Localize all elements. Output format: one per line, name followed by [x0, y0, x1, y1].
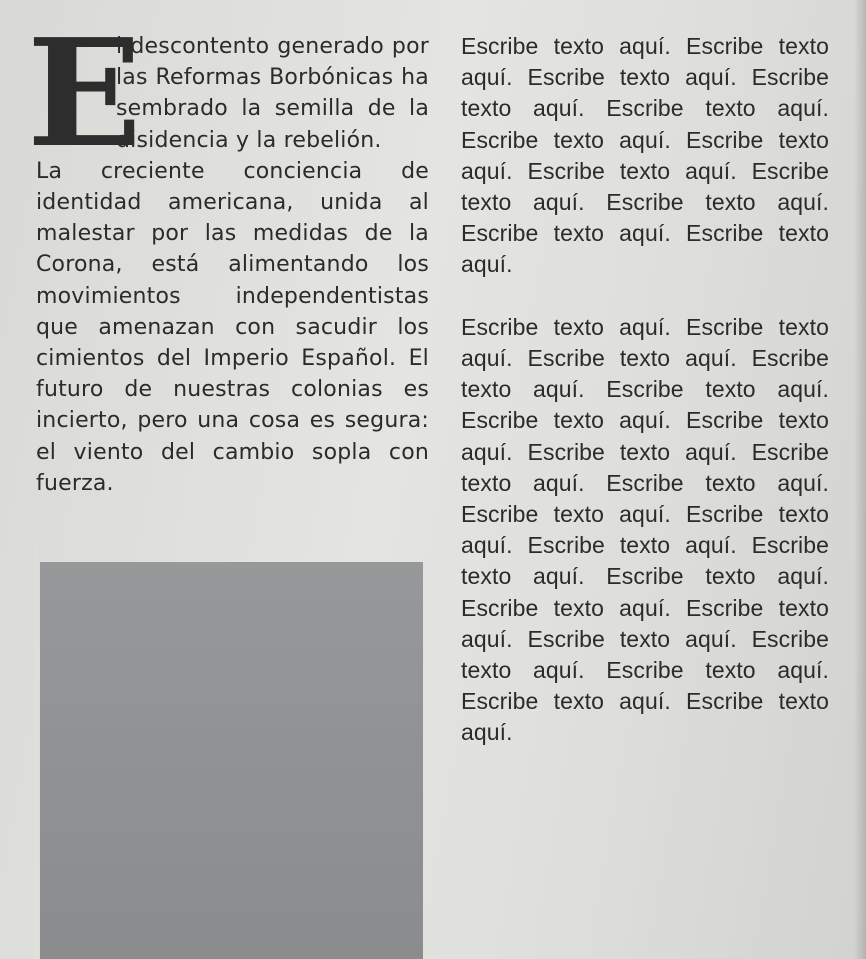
- drop-cap-letter: E: [26, 6, 143, 180]
- page-edge-shadow: [854, 0, 866, 959]
- right-text-column: [461, 31, 829, 749]
- placeholder-text-block[interactable]: Escribe texto aquí. Escribe texto aquí. Escribe texto aquí. Escribe texto aquí. Escribe texto aquí. Escribe texto aquí. Escribe texto aquí. Escribe texto aquí. Escribe texto aquí. Escribe texto aquí. Escribe texto aquí. Escribe texto aquí. Escribe texto aquí. Escribe texto aquí. Escribe texto aquí. Escribe texto aquí. Escribe texto aquí. Escribe texto aquí. Escribe texto aquí. Escribe texto aquí. Escribe texto aquí. Escribe texto aquí.: [461, 313, 829, 746]
- placeholder-text-block[interactable]: Escribe texto aquí. Escribe texto aquí. Escribe texto aquí. Escribe texto aquí. Escribe texto aquí. Escribe texto aquí. Escribe texto aquí. Escribe texto aquí. Escribe texto aquí. Escribe texto aquí. Escribe texto aquí. Escribe texto aquí.: [461, 33, 829, 278]
- body-paragraph: La creciente conciencia de identidad americana, unida al malestar por las medidas de la Corona, está alimentando los movimientos independentistas que amenazan con sacudir los cimientos del Imperio Español. El futuro de nuestras colonias es incierto, pero una cosa es segura: el viento del cambio sopla con fuerza.: [36, 158, 429, 496]
- drop-cap-container: [26, 6, 143, 180]
- left-text-column: [26, 6, 429, 499]
- lead-paragraph: l descontento generado por las Reformas Borbónicas ha sembrado la semilla de la disidencia y la rebelión.: [116, 34, 429, 153]
- image-placeholder[interactable]: [40, 562, 423, 959]
